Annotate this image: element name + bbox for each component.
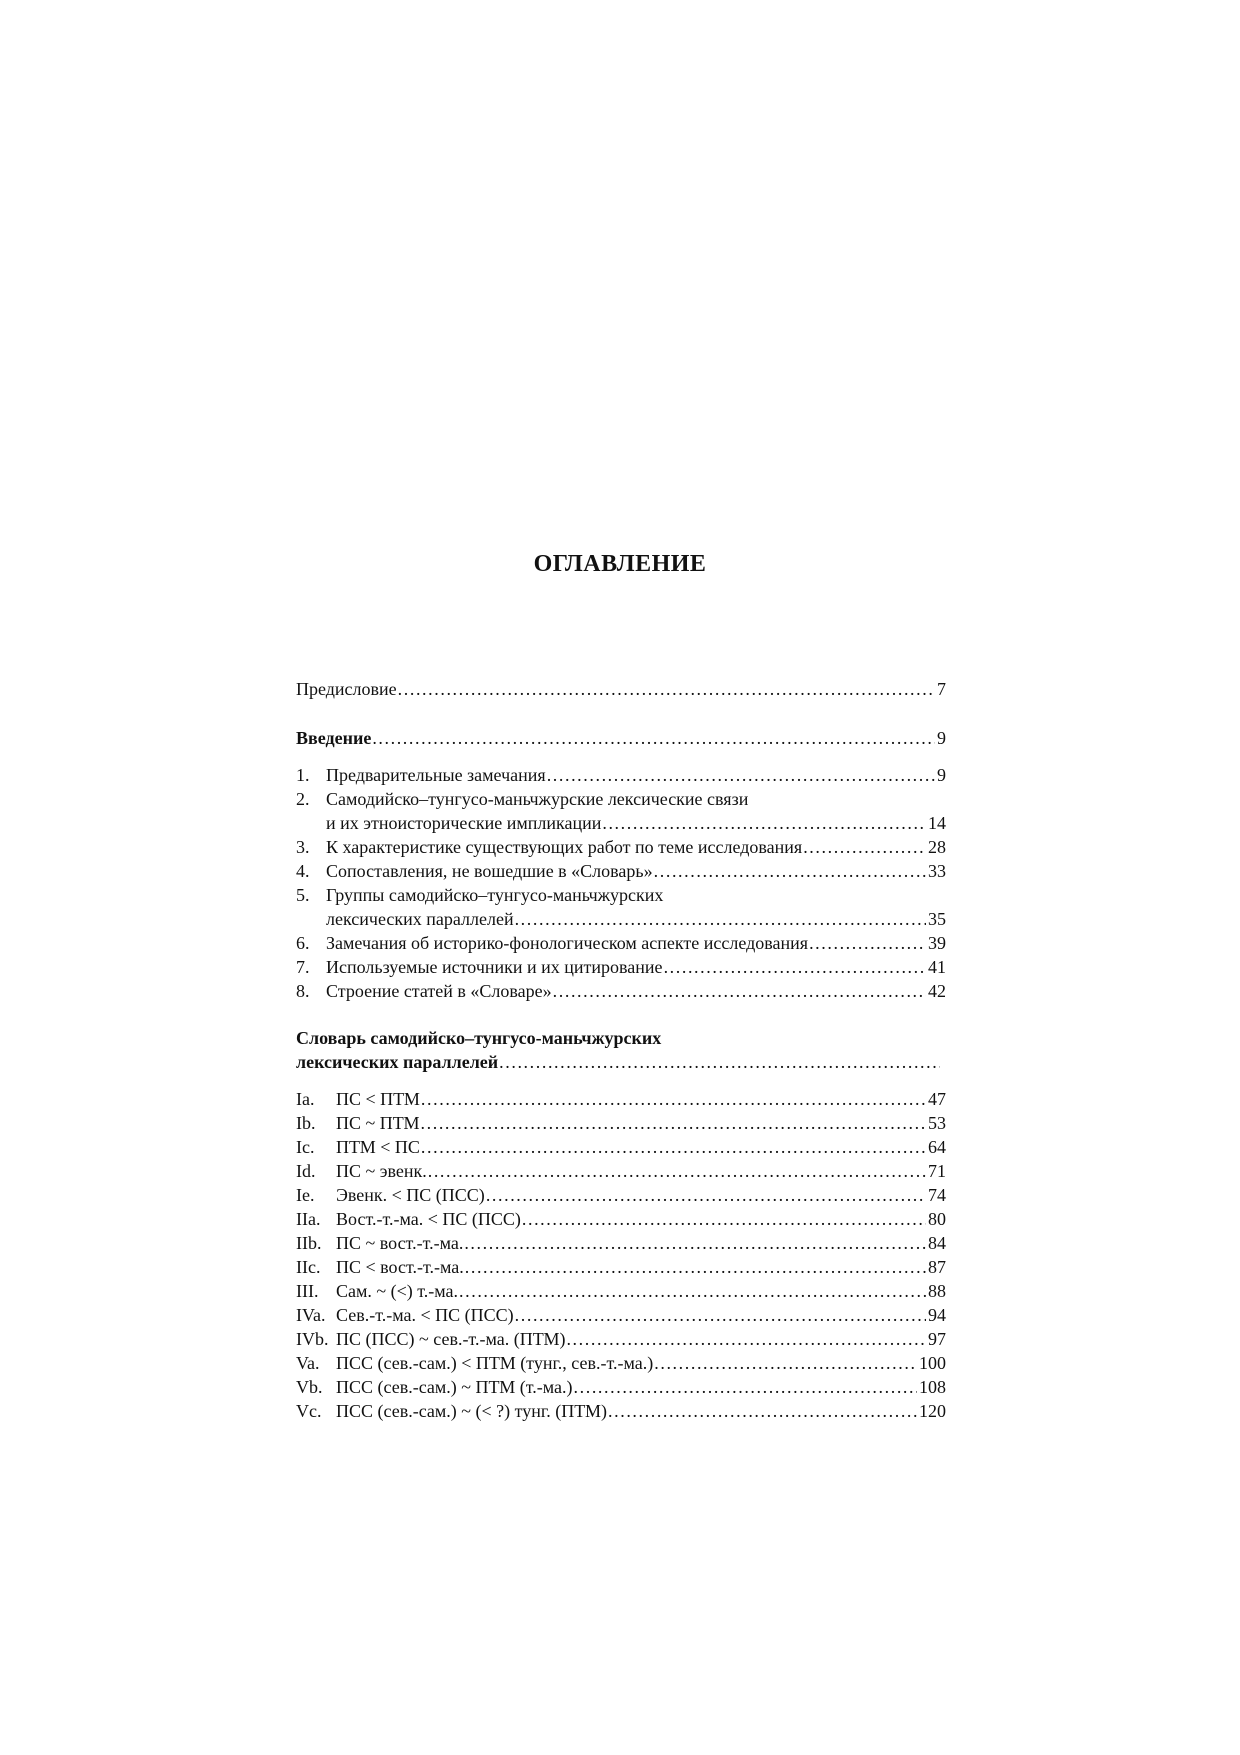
toc-entry-number: Ib. <box>296 1113 316 1133</box>
toc-entry-number: III. <box>296 1281 319 1301</box>
dot-leader <box>464 1231 926 1255</box>
toc-entry-intro-5-continuation[interactable] <box>296 907 946 931</box>
toc-page-number: 9 <box>937 765 946 785</box>
toc-page-number: 7 <box>937 679 946 699</box>
dot-leader <box>608 1399 917 1423</box>
toc-entry-dictionary[interactable] <box>296 1026 946 1050</box>
toc-entry-label: ПС ~ вост.-т.-ма. <box>336 1233 464 1253</box>
toc-page-number: 108 <box>919 1377 946 1397</box>
toc-page-number: 33 <box>928 861 946 881</box>
toc-entry-number: Id. <box>296 1161 316 1181</box>
dot-leader <box>372 726 935 750</box>
dot-leader <box>398 677 935 701</box>
toc-entry-intro-8[interactable] <box>296 979 946 1003</box>
toc-entry-number: Va. <box>296 1353 320 1373</box>
dot-leader <box>459 1279 926 1303</box>
toc-entry-number: 8. <box>296 981 310 1001</box>
dot-leader <box>515 907 926 931</box>
toc-entry-number: Ic. <box>296 1137 315 1157</box>
toc-entry-dict-ivb[interactable] <box>296 1327 946 1351</box>
toc-entry-label: ПСС (сев.-сам.) < ПТМ (тунг., сев.-т.-ма.) <box>336 1353 654 1373</box>
toc-entry-introduction[interactable] <box>296 726 946 750</box>
toc-entry-intro-7[interactable] <box>296 955 946 979</box>
page-title: ОГЛАВЛЕНИЕ <box>533 551 707 577</box>
toc-entry-label: ПС < вост.-т.-ма. <box>336 1257 464 1277</box>
toc-entry-dict-id[interactable] <box>296 1159 946 1183</box>
toc-entry-label-continuation: и их этноисторические импликации <box>326 813 602 833</box>
toc-entry-intro-1[interactable] <box>296 763 946 787</box>
toc-entry-label: Вост.-т.-ма. < ПС (ПСС) <box>336 1209 521 1229</box>
toc-entry-intro-2-continuation[interactable] <box>296 811 946 835</box>
toc-entry-number: 1. <box>296 765 310 785</box>
toc-entry-number: Vb. <box>296 1377 323 1397</box>
dot-leader <box>654 859 926 883</box>
toc-entry-dictionary-continuation[interactable] <box>296 1050 940 1074</box>
toc-entry-number: IIa. <box>296 1209 321 1229</box>
toc-page-number: 41 <box>928 957 946 977</box>
toc-page-number: 97 <box>928 1329 946 1349</box>
toc-entry-intro-6[interactable] <box>296 931 946 955</box>
toc-entry-label: Сам. ~ (<) т.-ма. <box>336 1281 459 1301</box>
toc-entry-dict-iic[interactable] <box>296 1255 946 1279</box>
toc-entry-label: Замечания об историко-фонологическом аспекте исследования <box>326 933 809 953</box>
toc-entry-label: Самодийско–тунгусо-маньчжурские лексические связи <box>326 789 749 809</box>
toc-entry-number: IVb. <box>296 1329 329 1349</box>
toc-entry-number: 2. <box>296 789 310 809</box>
toc-page-number: 9 <box>937 728 946 748</box>
dot-leader <box>664 955 926 979</box>
toc-page-number: 88 <box>928 1281 946 1301</box>
toc-page-number: 84 <box>928 1233 946 1253</box>
toc-entry-dict-vb[interactable] <box>296 1375 946 1399</box>
dot-leader <box>803 835 926 859</box>
toc-entry-dict-vc[interactable] <box>296 1399 946 1423</box>
toc-page-number: 28 <box>928 837 946 857</box>
toc-entry-number: 7. <box>296 957 310 977</box>
toc-entry-intro-4[interactable] <box>296 859 946 883</box>
dot-leader <box>547 763 935 787</box>
dot-leader <box>421 1135 926 1159</box>
dot-leader <box>421 1111 926 1135</box>
dot-leader <box>654 1351 917 1375</box>
dot-leader <box>499 1050 940 1074</box>
toc-entry-dict-iva[interactable] <box>296 1303 946 1327</box>
toc-entry-number: Ie. <box>296 1185 315 1205</box>
toc-entry-number: Vc. <box>296 1401 322 1421</box>
toc-entry-dict-ie[interactable] <box>296 1183 946 1207</box>
toc-entry-preface[interactable] <box>296 677 946 701</box>
toc-entry-number: 3. <box>296 837 310 857</box>
toc-entry-dict-iii[interactable] <box>296 1279 946 1303</box>
toc-entry-label: Предварительные замечания <box>326 765 546 785</box>
toc-page-number: 100 <box>919 1353 946 1373</box>
toc-entry-intro-5[interactable] <box>296 883 946 907</box>
toc-entry-label: Сопоставления, не вошедшие в «Словарь» <box>326 861 653 881</box>
toc-entry-label: ПСС (сев.-сам.) ~ (< ?) тунг. (ПТМ) <box>336 1401 608 1421</box>
toc-page-number: 64 <box>928 1137 946 1157</box>
dot-leader <box>515 1303 926 1327</box>
toc-entry-label: К характеристике существующих работ по теме исследования <box>326 837 803 857</box>
toc-page-number: 39 <box>928 933 946 953</box>
dot-leader <box>522 1207 926 1231</box>
toc-entry-label: Введение <box>296 728 372 748</box>
toc-page-number: 71 <box>928 1161 946 1181</box>
toc-entry-label: ПС < ПТМ <box>336 1089 420 1109</box>
toc-entry-label: Строение статей в «Словаре» <box>326 981 552 1001</box>
toc-page-number: 74 <box>928 1185 946 1205</box>
toc-page-number: 47 <box>928 1089 946 1109</box>
toc-entry-number: 6. <box>296 933 310 953</box>
toc-entry-number: IIc. <box>296 1257 321 1277</box>
toc-entry-label: ПСС (сев.-сам.) ~ ПТМ (т.-ма.) <box>336 1377 573 1397</box>
toc-entry-intro-3[interactable] <box>296 835 946 859</box>
dot-leader <box>602 811 926 835</box>
toc-page-number: 53 <box>928 1113 946 1133</box>
toc-entry-label: ПС ~ ПТМ <box>336 1113 420 1133</box>
toc-entry-dict-va[interactable] <box>296 1351 946 1375</box>
toc-entry-label: Словарь самодийско–тунгусо-маньчжурских <box>296 1028 662 1048</box>
toc-page-number: 35 <box>928 909 946 929</box>
toc-entry-label: Группы самодийско–тунгусо-маньчжурских <box>326 885 664 905</box>
toc-page-number: 14 <box>928 813 946 833</box>
toc-entry-label: ПС (ПСС) ~ сев.-т.-ма. (ПТМ) <box>336 1329 566 1349</box>
toc-entry-number: IVa. <box>296 1305 326 1325</box>
toc-page-number: 94 <box>928 1305 946 1325</box>
toc-entry-dict-iib[interactable] <box>296 1231 946 1255</box>
dot-leader <box>465 1255 926 1279</box>
toc-entry-label: ПТМ < ПС <box>336 1137 420 1157</box>
dot-leader <box>566 1327 926 1351</box>
toc-entry-number: 4. <box>296 861 310 881</box>
toc-entry-label-continuation: лексических параллелей <box>326 909 514 929</box>
toc-entry-label: Эвенк. < ПС (ПСС) <box>336 1185 485 1205</box>
toc-entry-dict-ia[interactable] <box>296 1087 946 1111</box>
toc-entry-number: IIb. <box>296 1233 322 1253</box>
dot-leader <box>421 1087 926 1111</box>
toc-page-number: 87 <box>928 1257 946 1277</box>
toc-entry-label: Предисловие <box>296 679 397 699</box>
toc-entry-dict-iia[interactable] <box>296 1207 946 1231</box>
dot-leader <box>486 1183 926 1207</box>
toc-entry-dict-ib[interactable] <box>296 1111 946 1135</box>
toc-entry-label: Используемые источники и их цитирование <box>326 957 663 977</box>
toc-entry-intro-2[interactable] <box>296 787 946 811</box>
toc-page-number: 42 <box>928 981 946 1001</box>
toc-entry-dict-ic[interactable] <box>296 1135 946 1159</box>
toc-page-number: 80 <box>928 1209 946 1229</box>
dot-leader <box>574 1375 917 1399</box>
toc-entry-number: 5. <box>296 885 310 905</box>
toc-entry-label-continuation: лексических параллелей <box>296 1052 499 1072</box>
toc-entry-label: Сев.-т.-ма. < ПС (ПСС) <box>336 1305 514 1325</box>
dot-leader <box>553 979 926 1003</box>
toc-entry-number: Ia. <box>296 1089 315 1109</box>
toc-page-number: 120 <box>919 1401 946 1421</box>
dot-leader <box>809 931 926 955</box>
toc-entry-label: ПС ~ эвенк. <box>336 1161 427 1181</box>
dot-leader <box>428 1159 926 1183</box>
